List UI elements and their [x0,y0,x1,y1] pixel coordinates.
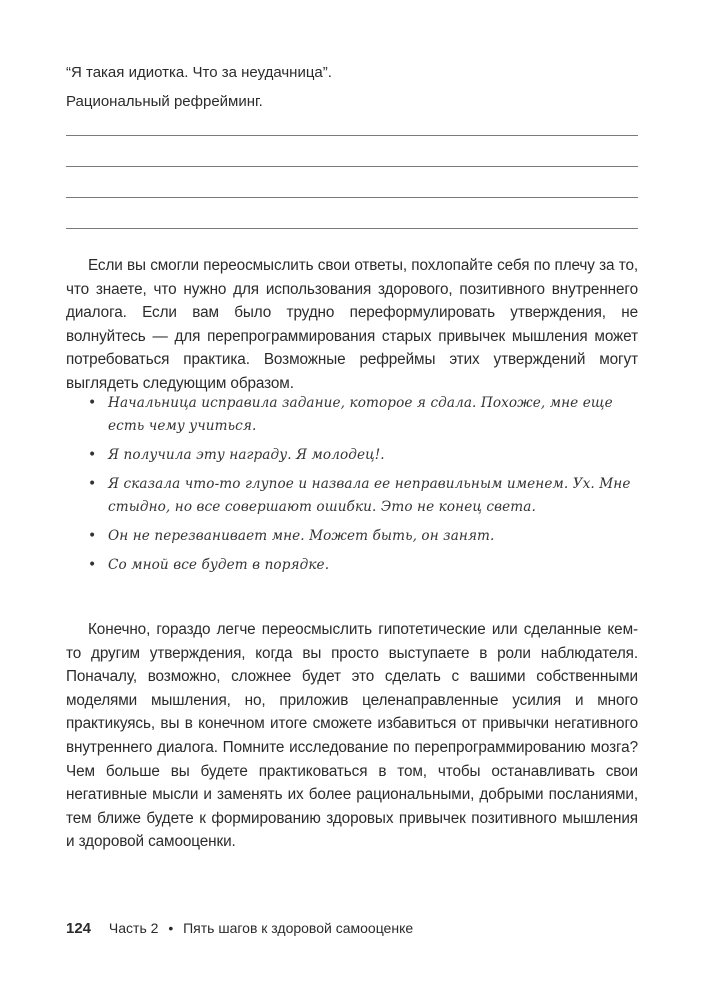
answer-line-1[interactable] [66,135,638,136]
footer-chapter: Пять шагов к здоровой самооценке [183,920,414,936]
list-item [66,554,638,577]
reframe-text: Я получила эту награду. Я молодец!. [108,447,385,463]
footer-part: Часть 2 [108,920,159,936]
answer-line-2[interactable] [66,166,638,167]
list-item [66,525,638,548]
page-number: 124 [66,920,92,937]
paragraph-conclusion: Конечно, гораздо легче переосмыслить гипотетические или сделанные кем-то другим утверждения, когда вы просто выступаете в роли наблюдателя. Поначалу, возможно, сложнее будет это сделать с вашими собственными моделями мышления, но, приложив целенаправленные усилия и много практикуясь, вы в конечном итоге сможете избавиться от привычки негативного внутреннего диалога. Помните исследование по перепрограммированию мозга? Чем больше вы будете практиковаться в том, чтобы останавливать свои негативные мысли и заменять их более рациональными, добрыми посланиями, тем ближе будете к формированию здоровых привычек позитивного мышления и здоровой самооценки. [66,621,638,851]
list-item [66,444,638,467]
reframe-text: Я сказала что-то глупое и назвала ее неправильным именем. Ух. Мне стыдно, но все совершают ошибки. Это не конец света. [108,476,631,515]
book-page [66,0,638,1000]
footer-separator: • [168,920,174,936]
reframe-list [66,392,638,583]
paragraph-intro: Если вы смогли переосмыслить свои ответы, похлопайте себя по плечу за то, что знаете, что нужно для использования здорового, позитивного внутреннего диалога. Если вам было трудно переформулировать утверждения, не волнуйтесь — для перепрограммирования старых привычек мышления может потребоваться практика. Возможные рефреймы этих утверждений могут выглядеть следующим образом. [66,257,638,392]
answer-line-4[interactable] [66,228,638,229]
answer-line-3[interactable] [66,197,638,198]
reframe-text: Начальница исправила задание, которое я сдала. Похоже, мне еще есть чему учиться. [108,395,613,434]
exercise-quote: “Я такая идиотка. Что за неудачница”. [66,64,332,81]
list-item [66,473,638,519]
page-footer [66,918,413,939]
bullet-icon: • [88,395,97,411]
list-item [66,392,638,438]
bullet-icon: • [88,476,97,492]
reframe-text: Со мной все будет в порядке. [108,557,330,573]
bullet-icon: • [88,447,97,463]
reframe-text: Он не перезванивает мне. Может быть, он занят. [108,528,495,544]
bullet-icon: • [88,557,97,573]
bullet-icon: • [88,528,97,544]
exercise-prompt: Рациональный рефрейминг. [66,93,263,110]
